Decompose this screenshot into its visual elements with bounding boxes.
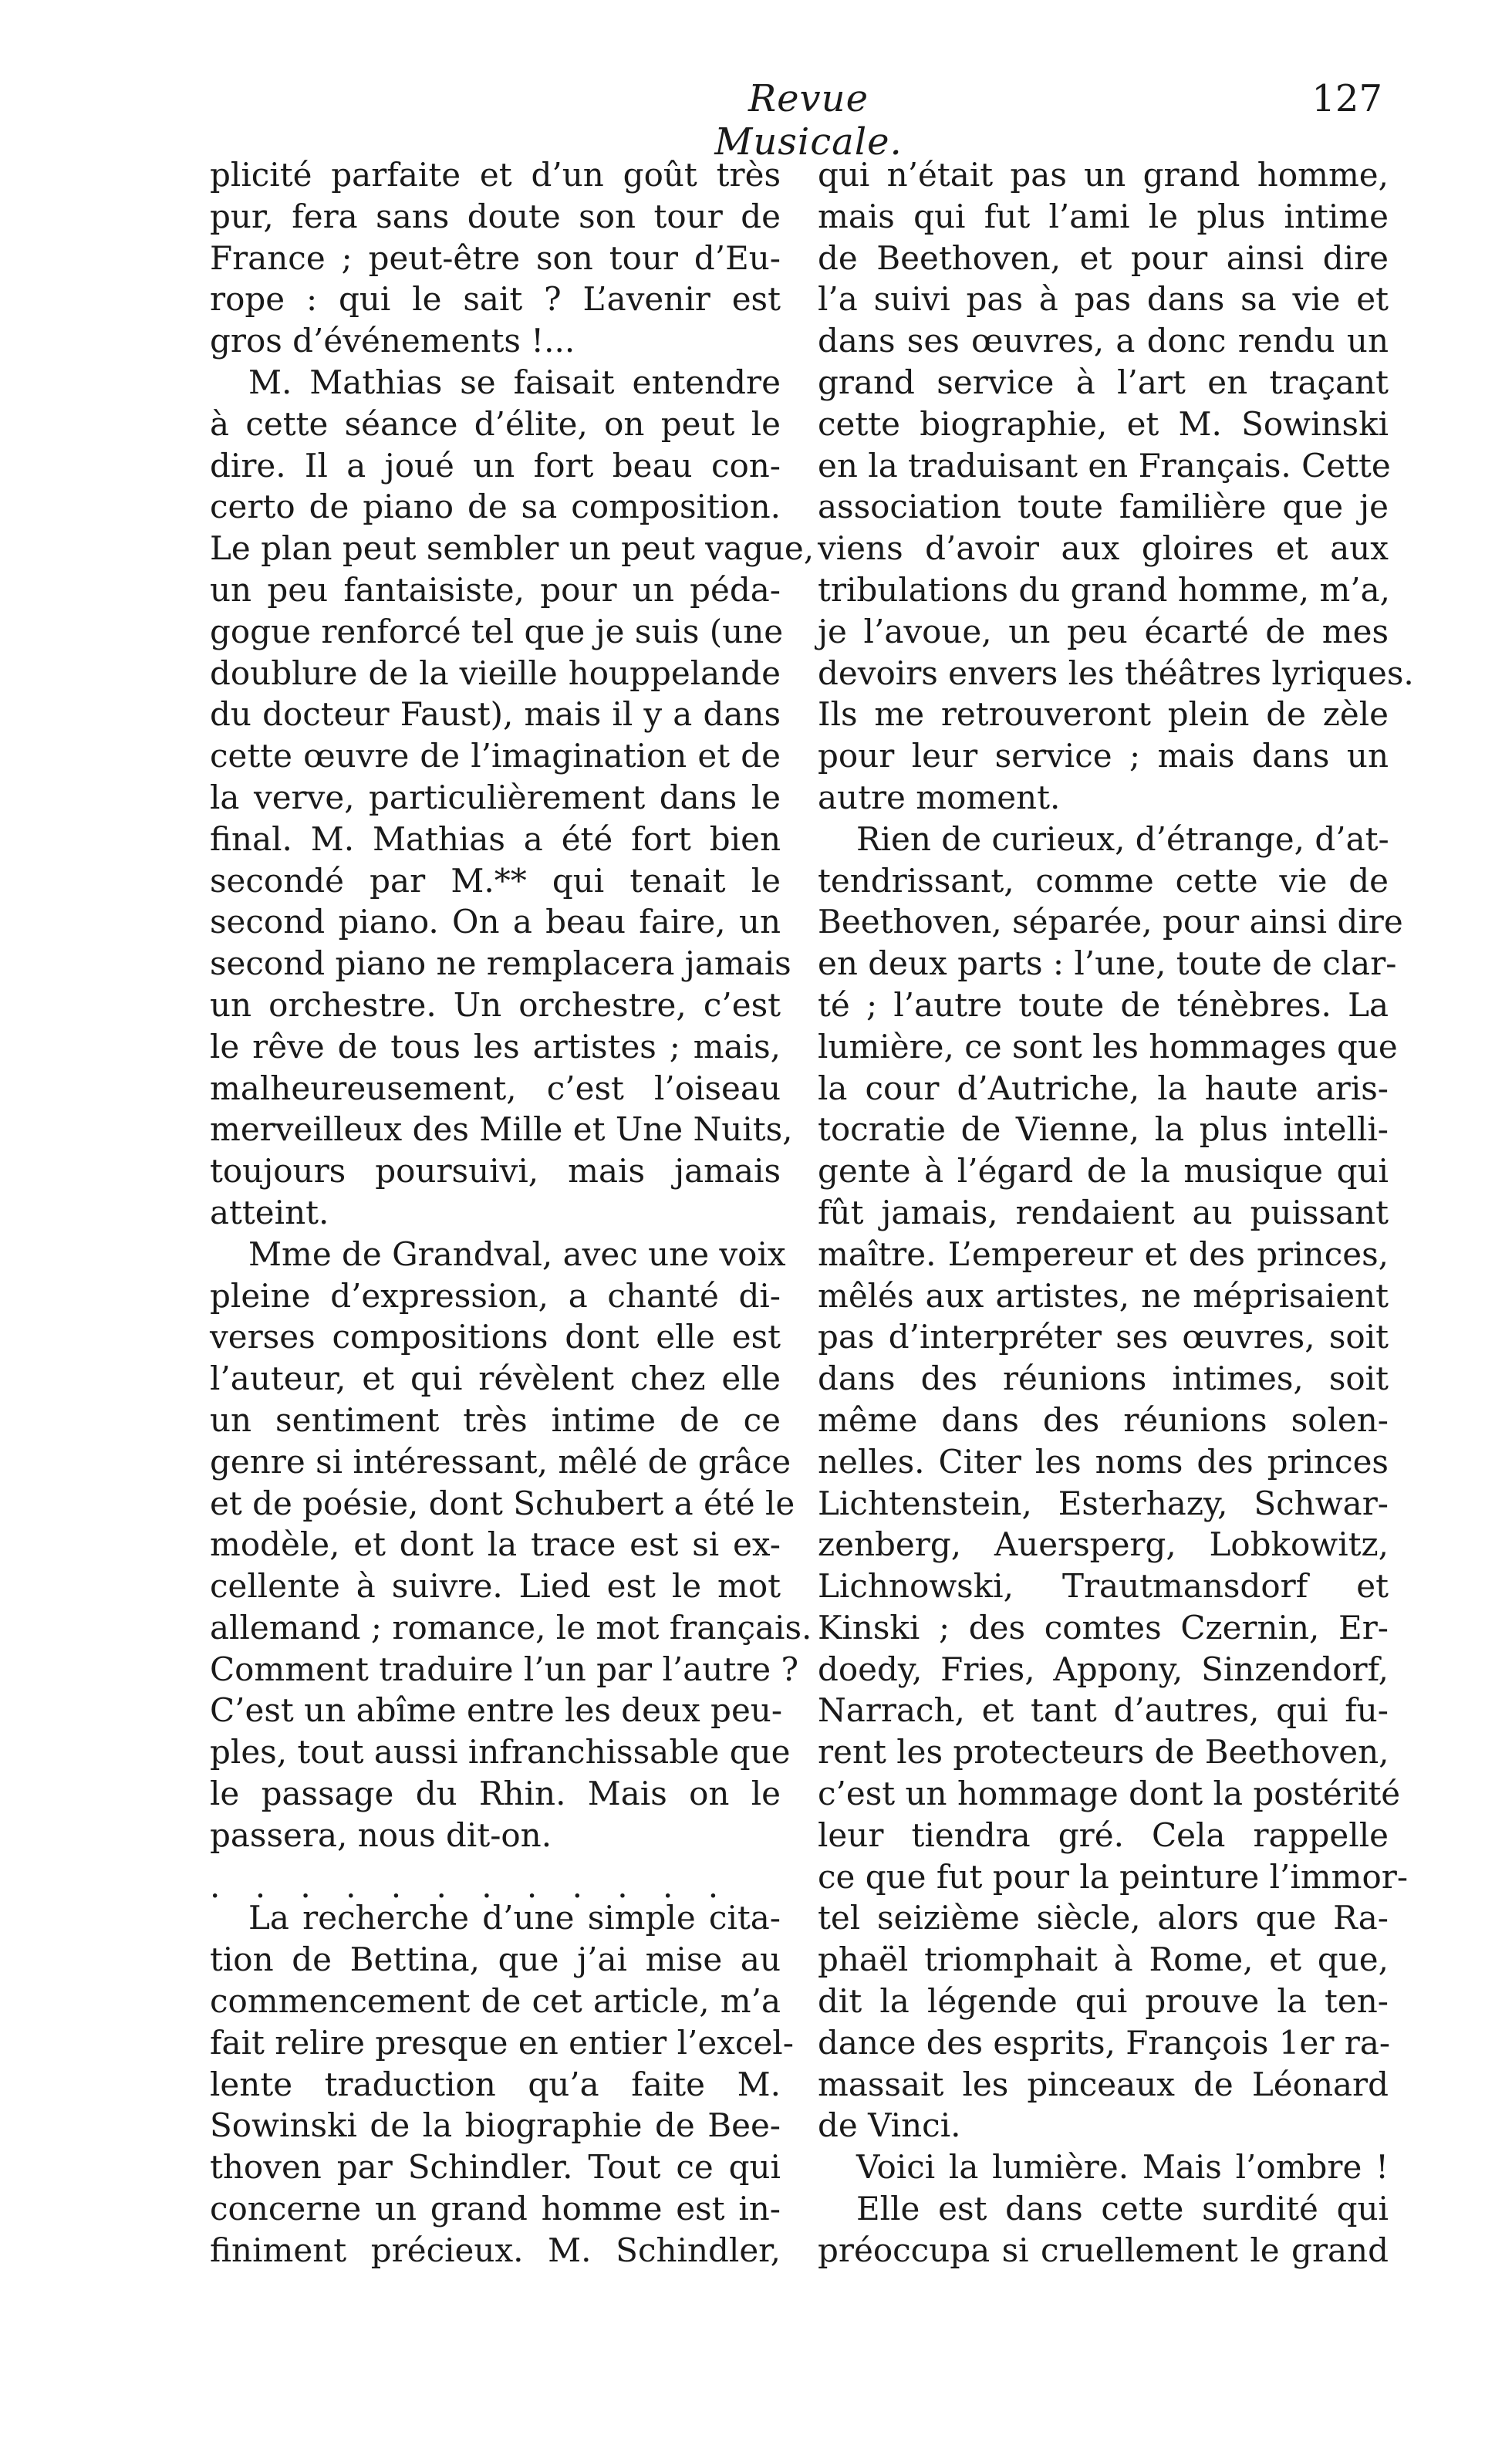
text-line: fait relire presque en entier l’excel-: [210, 2023, 794, 2062]
text-line: certo de piano de sa composition.: [210, 488, 781, 526]
text-line: devoirs envers les théâtres lyriques.: [818, 654, 1414, 692]
text-line: passera, nous dit-on.: [210, 1815, 552, 1854]
text-line: Sowinski de la biographie de Bee-: [210, 2106, 781, 2145]
text-line: Comment traduire l’un par l’autre ?: [210, 1650, 798, 1688]
text-line: en la traduisant en Français. Cette: [818, 446, 1391, 485]
text-line: de Beethoven, et pour ainsi dire: [818, 238, 1389, 277]
text-line: qui n’était pas un grand homme,: [818, 156, 1389, 194]
text-line: en deux parts : l’une, toute de clar-: [818, 944, 1397, 983]
running-header-title: Revue Musicale.: [714, 77, 903, 164]
text-line: pour leur service ; mais dans un: [818, 737, 1389, 775]
text-line: mais qui fut l’ami le plus intime: [818, 197, 1389, 235]
text-line: secondé par M.** qui tenait le: [210, 861, 781, 900]
text-line: fût jamais, rendaient au puissant: [818, 1193, 1389, 1231]
text-line: Kinski ; des comtes Czernin, Er-: [818, 1608, 1389, 1647]
text-line: commencement de cet article, m’a: [210, 1982, 781, 2021]
text-line: Narrach, et tant d’autres, qui fu-: [818, 1691, 1389, 1730]
text-line: de Vinci.: [818, 2106, 961, 2145]
text-line: dit la légende qui prouve la ten-: [818, 1982, 1389, 2021]
text-line: M. Mathias se faisait entendre: [248, 363, 781, 401]
text-line: nelles. Citer les noms des princes: [818, 1442, 1389, 1481]
text-line: gente à l’égard de la musique qui: [818, 1152, 1389, 1191]
text-line: tribulations du grand homme, m’a,: [818, 570, 1391, 609]
text-line: Voici la lumière. Mais l’ombre !: [856, 2148, 1389, 2187]
text-line: mêlés aux artistes, ne méprisaient: [818, 1276, 1389, 1315]
text-line: doedy, Fries, Appony, Sinzendorf,: [818, 1650, 1389, 1688]
text-line: cette biographie, et M. Sowinski: [818, 404, 1389, 443]
text-line: rope : qui le sait ? L’avenir est: [210, 280, 781, 319]
text-line: pas d’interpréter ses œuvres, soit: [818, 1318, 1389, 1356]
text-line: ples, tout aussi infranchissable que: [210, 1733, 791, 1772]
text-line: autre moment.: [818, 778, 1061, 816]
text-line: la verve, particulièrement dans le: [210, 778, 781, 816]
text-line: à cette séance d’élite, on peut le: [210, 404, 781, 443]
text-line: . . . . . . . . . . . .: [210, 1866, 731, 1905]
text-line: pur, fera sans doute son tour de: [210, 197, 781, 235]
text-line: un sentiment très intime de ce: [210, 1400, 781, 1439]
text-line: plicité parfaite et d’un goût très: [210, 156, 781, 194]
text-line: tendrissant, comme cette vie de: [818, 861, 1389, 900]
text-line: tel seizième siècle, alors que Ra-: [818, 1899, 1389, 1937]
text-line: viens d’avoir aux gloires et aux: [818, 529, 1389, 568]
text-line: du docteur Faust), mais il y a dans: [210, 695, 781, 734]
text-line: dance des esprits, François 1er ra-: [818, 2023, 1391, 2062]
text-line: final. M. Mathias a été fort bien: [210, 819, 781, 858]
text-line: lumière, ce sont les hommages que: [818, 1027, 1398, 1066]
text-line: concerne un grand homme est in-: [210, 2190, 781, 2228]
text-line: cellente à suivre. Lied est le mot: [210, 1567, 781, 1606]
text-line: La recherche d’une simple cita-: [248, 1899, 781, 1937]
text-line: Le plan peut sembler un peut vague,: [210, 529, 815, 568]
text-line: second piano ne remplacera jamais: [210, 944, 791, 983]
text-line: té ; l’autre toute de ténèbres. La: [818, 985, 1389, 1024]
text-line: ce que fut pour la peinture l’immor-: [818, 1857, 1409, 1896]
text-line: France ; peut-être son tour d’Eu-: [210, 238, 781, 277]
text-line: Beethoven, séparée, pour ainsi dire: [818, 903, 1403, 941]
text-line: modèle, et dont la trace est si ex-: [210, 1525, 781, 1564]
text-line: Elle est dans cette surdité qui: [856, 2190, 1389, 2228]
text-line: thoven par Schindler. Tout ce qui: [210, 2148, 781, 2187]
text-line: la cour d’Autriche, la haute aris-: [818, 1069, 1389, 1107]
text-line: le passage du Rhin. Mais on le: [210, 1775, 781, 1813]
text-line: l’a suivi pas à pas dans sa vie et: [818, 280, 1389, 319]
text-line: lente traduction qu’a faite M.: [210, 2065, 781, 2103]
text-line: maître. L’empereur et des princes,: [818, 1235, 1389, 1273]
text-line: Lichnowski, Trautmansdorf et: [818, 1567, 1389, 1606]
text-line: tocratie de Vienne, la plus intelli-: [818, 1110, 1389, 1149]
text-line: un orchestre. Un orchestre, c’est: [210, 985, 781, 1024]
text-line: malheureusement, c’est l’oiseau: [210, 1069, 781, 1107]
text-line: zenberg, Auersperg, Lobkowitz,: [818, 1525, 1389, 1564]
text-line: le rêve de tous les artistes ; mais,: [210, 1027, 781, 1066]
text-line: C’est un abîme entre les deux peu-: [210, 1691, 783, 1730]
text-line: même dans des réunions solen-: [818, 1400, 1389, 1439]
text-line: doublure de la vieille houppelande: [210, 654, 781, 692]
text-line: second piano. On a beau faire, un: [210, 903, 781, 941]
text-line: gros d’événements !...: [210, 322, 575, 360]
text-line: dire. Il a joué un fort beau con-: [210, 446, 781, 485]
text-line: préoccupa si cruellement le grand: [818, 2231, 1389, 2269]
text-line: merveilleux des Mille et Une Nuits,: [210, 1110, 793, 1149]
text-line: un peu fantaisiste, pour un péda-: [210, 570, 781, 609]
text-line: phaël triomphait à Rome, et que,: [818, 1940, 1389, 1979]
text-line: atteint.: [210, 1193, 329, 1231]
text-line: Mme de Grandval, avec une voix: [248, 1235, 786, 1273]
text-line: cette œuvre de l’imagination et de: [210, 737, 781, 775]
text-line: verses compositions dont elle est: [210, 1318, 781, 1356]
text-line: toujours poursuivi, mais jamais: [210, 1152, 781, 1191]
text-line: Ils me retrouveront plein de zèle: [818, 695, 1389, 734]
text-line: et de poésie, dont Schubert a été le: [210, 1484, 795, 1522]
text-line: allemand ; romance, le mot français.: [210, 1608, 812, 1647]
right-text-column: [818, 154, 1414, 2271]
text-line: Rien de curieux, d’étrange, d’at-: [856, 819, 1389, 858]
left-text-column: [210, 154, 815, 2271]
text-line: pleine d’expression, a chanté di-: [210, 1276, 781, 1315]
text-line: rent les protecteurs de Beethoven,: [818, 1733, 1389, 1772]
text-line: gogue renforcé tel que je suis (une: [210, 612, 784, 650]
text-line: l’auteur, et qui révèlent chez elle: [210, 1359, 781, 1398]
text-line: je l’avoue, un peu écarté de mes: [818, 612, 1389, 650]
text-line: grand service à l’art en traçant: [818, 363, 1389, 401]
text-line: genre si intéressant, mêlé de grâce: [210, 1442, 791, 1481]
text-line: association toute familière que je: [818, 488, 1389, 526]
text-line: Lichtenstein, Esterhazy, Schwar-: [818, 1484, 1389, 1522]
text-line: leur tiendra gré. Cela rappelle: [818, 1815, 1389, 1854]
page-number: 127: [1311, 77, 1382, 120]
text-line: massait les pinceaux de Léonard: [818, 2065, 1389, 2103]
text-line: dans des réunions intimes, soit: [818, 1359, 1389, 1398]
text-line: c’est un hommage dont la postérité: [818, 1775, 1401, 1813]
text-line: dans ses œuvres, a donc rendu un: [818, 322, 1389, 360]
text-line: tion de Bettina, que j’ai mise au: [210, 1940, 781, 1979]
text-line: finiment précieux. M. Schindler,: [210, 2231, 781, 2269]
